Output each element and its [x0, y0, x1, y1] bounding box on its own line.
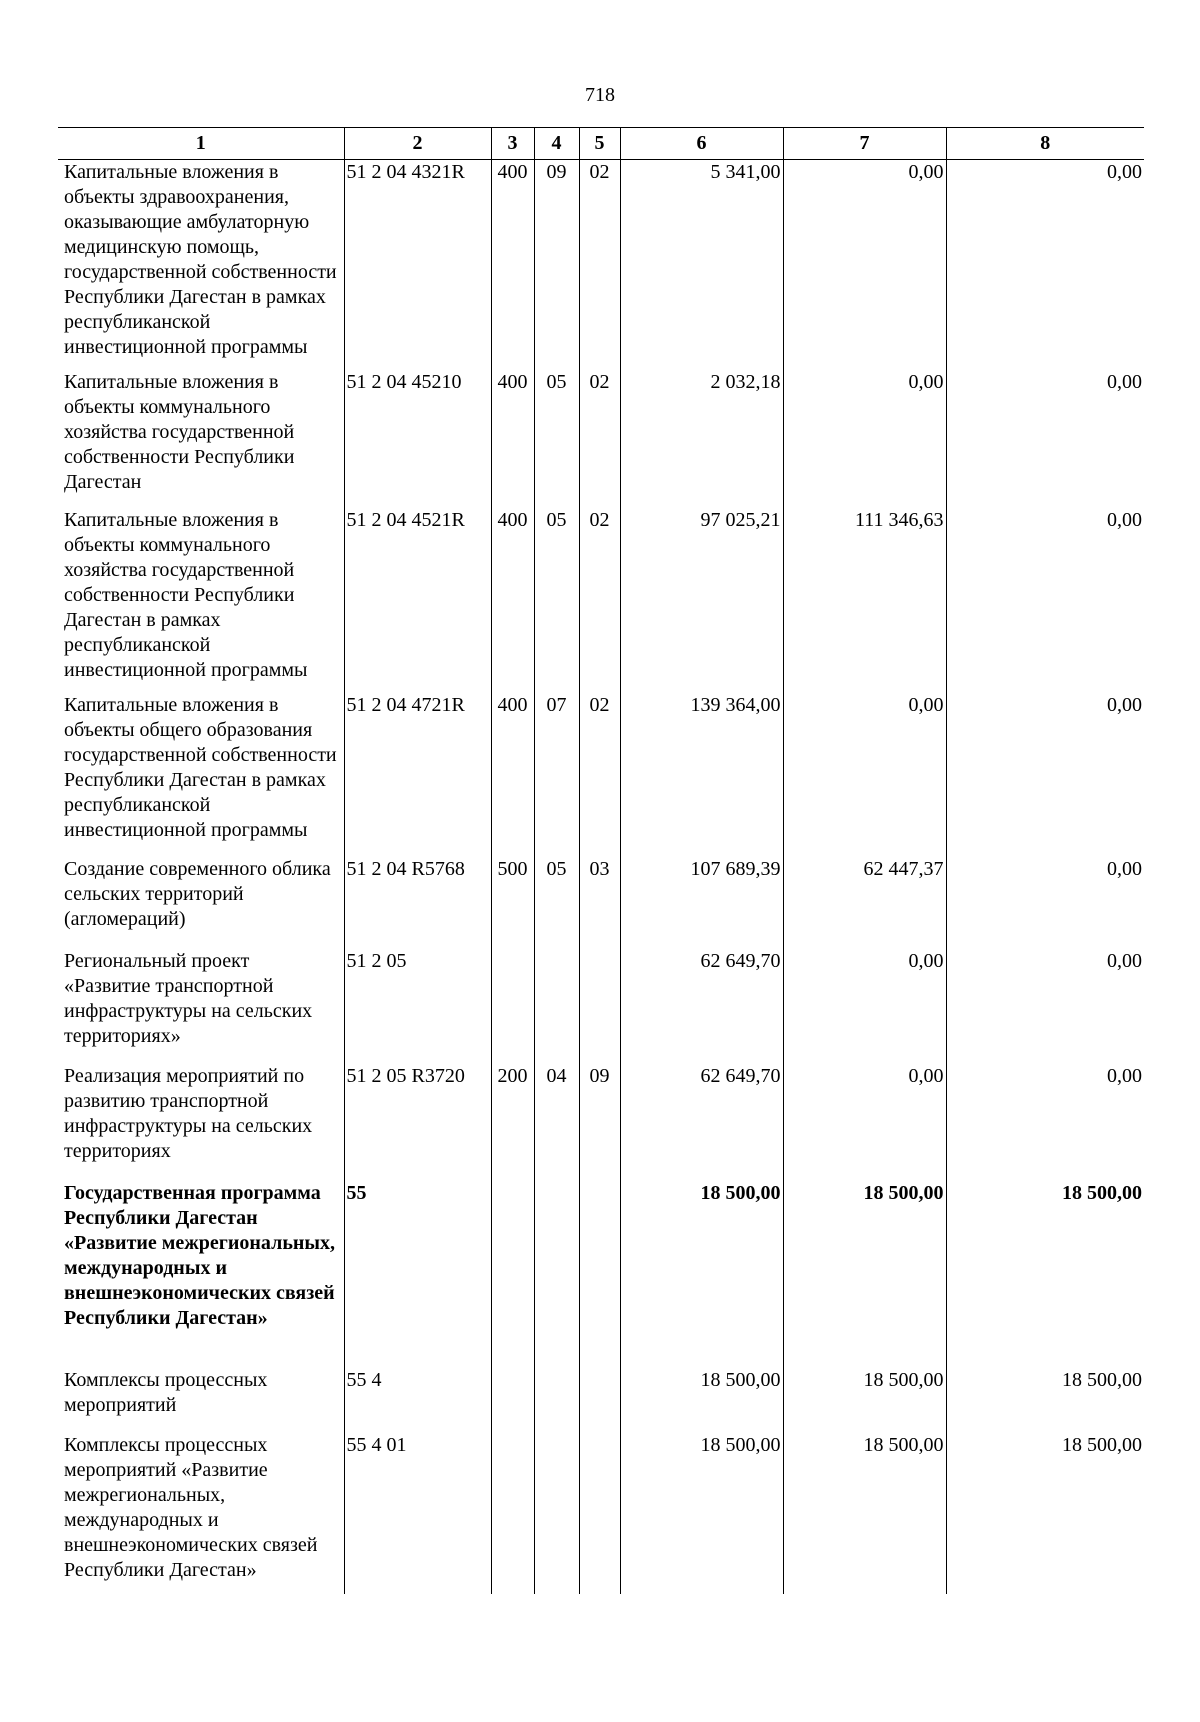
row-value-8: 0,00: [946, 370, 1144, 508]
row-value-7: 0,00: [783, 693, 946, 857]
row-value-8: 18 500,00: [946, 1433, 1144, 1594]
row-code: 55: [344, 1181, 491, 1368]
row-value-7: 0,00: [783, 949, 946, 1064]
row-col3: 400: [491, 370, 534, 508]
row-value-6: 97 025,21: [620, 508, 783, 693]
row-value-6: 107 689,39: [620, 857, 783, 949]
row-col3: [491, 949, 534, 1064]
row-col4: 05: [534, 508, 579, 693]
row-value-8: 0,00: [946, 949, 1144, 1064]
row-col5: [579, 1433, 620, 1594]
column-header: 6: [620, 128, 783, 160]
row-value-6: 62 649,70: [620, 949, 783, 1064]
row-code: 51 2 04 4521R: [344, 508, 491, 693]
row-col5: [579, 1181, 620, 1368]
table-row: [58, 1181, 1144, 1368]
row-value-6: 2 032,18: [620, 370, 783, 508]
row-col5: 02: [579, 508, 620, 693]
row-col4: 07: [534, 693, 579, 857]
row-col3: 200: [491, 1064, 534, 1181]
row-code: 51 2 04 45210: [344, 370, 491, 508]
row-code: 55 4: [344, 1368, 491, 1433]
column-header: 7: [783, 128, 946, 160]
row-col5: 09: [579, 1064, 620, 1181]
row-value-6: 18 500,00: [620, 1368, 783, 1433]
row-value-8: 18 500,00: [946, 1181, 1144, 1368]
row-value-6: 18 500,00: [620, 1433, 783, 1594]
table-row: [58, 949, 1144, 1064]
row-col4: 04: [534, 1064, 579, 1181]
row-col3: 400: [491, 160, 534, 370]
row-value-8: 0,00: [946, 508, 1144, 693]
row-col3: [491, 1368, 534, 1433]
row-name: Комплексы процессных мероприятий: [64, 1368, 268, 1416]
row-name: Капитальные вложения в объекты коммунального хозяйства государственной собственности Республики Дагестан: [64, 370, 295, 493]
row-col4: 05: [534, 370, 579, 508]
row-col5: 02: [579, 160, 620, 370]
table-row: [58, 857, 1144, 949]
table-row: [58, 1433, 1144, 1594]
row-name: Комплексы процессных мероприятий «Развитие межрегиональных, международных и внешнеэкономических связей Республики Дагестан»: [64, 1433, 318, 1581]
row-name: Капитальные вложения в объекты общего образования государственной собственности Республики Дагестан в рамках республиканской инвестиционной программы: [64, 693, 337, 841]
row-value-6: 62 649,70: [620, 1064, 783, 1181]
row-col4: [534, 949, 579, 1064]
row-col5: [579, 1368, 620, 1433]
row-col4: [534, 1368, 579, 1433]
table-row: [58, 1368, 1144, 1433]
row-code: 51 2 05: [344, 949, 491, 1064]
row-col3: [491, 1433, 534, 1594]
table-row: [58, 370, 1144, 508]
row-code: 51 2 05 R3720: [344, 1064, 491, 1181]
column-header: 4: [534, 128, 579, 160]
budget-table: [58, 127, 1144, 1594]
row-code: 51 2 04 R5768: [344, 857, 491, 949]
row-col5: [579, 949, 620, 1064]
row-value-7: 18 500,00: [783, 1368, 946, 1433]
row-value-8: 0,00: [946, 1064, 1144, 1181]
row-code: 51 2 04 4721R: [344, 693, 491, 857]
column-header: 1: [58, 128, 344, 160]
row-code: 55 4 01: [344, 1433, 491, 1594]
table-row: [58, 160, 1144, 370]
row-value-7: 18 500,00: [783, 1433, 946, 1594]
row-col3: 500: [491, 857, 534, 949]
row-value-8: 0,00: [946, 160, 1144, 370]
row-col5: 03: [579, 857, 620, 949]
row-col4: [534, 1181, 579, 1368]
row-value-8: 18 500,00: [946, 1368, 1144, 1433]
row-col5: 02: [579, 370, 620, 508]
row-col4: 09: [534, 160, 579, 370]
row-name: Создание современного облика сельских территорий (агломераций): [64, 857, 331, 930]
row-name: Реализация мероприятий по развитию транспортной инфраструктуры на сельских территориях: [64, 1064, 313, 1162]
row-value-8: 0,00: [946, 857, 1144, 949]
row-value-8: 0,00: [946, 693, 1144, 857]
row-value-7: 111 346,63: [783, 508, 946, 693]
row-col4: [534, 1433, 579, 1594]
table-row: [58, 508, 1144, 693]
row-value-7: 62 447,37: [783, 857, 946, 949]
row-value-7: 0,00: [783, 370, 946, 508]
table-row: [58, 693, 1144, 857]
row-code: 51 2 04 4321R: [344, 160, 491, 370]
column-header: 5: [579, 128, 620, 160]
table-header-row: [58, 128, 1144, 160]
column-header: 3: [491, 128, 534, 160]
row-name: Региональный проект «Развитие транспортной инфраструктуры на сельских территориях»: [64, 949, 313, 1047]
row-name: Капитальные вложения в объекты коммунального хозяйства государственной собственности Республики Дагестан в рамках республиканской инвестиционной программы: [64, 508, 308, 681]
column-header: 2: [344, 128, 491, 160]
row-value-7: 0,00: [783, 1064, 946, 1181]
row-value-7: 18 500,00: [783, 1181, 946, 1368]
row-col5: 02: [579, 693, 620, 857]
page-number: 718: [585, 84, 615, 106]
row-name: Капитальные вложения в объекты здравоохранения, оказывающие амбулаторную медицинскую помощь, государственной собственности Республики Дагестан в рамках республиканской инвестиционной программы: [64, 161, 337, 358]
table-row: [58, 1064, 1144, 1181]
row-col4: 05: [534, 857, 579, 949]
row-col3: [491, 1181, 534, 1368]
column-header: 8: [946, 128, 1144, 160]
row-value-7: 0,00: [783, 160, 946, 370]
row-value-6: 5 341,00: [620, 160, 783, 370]
row-value-6: 18 500,00: [620, 1181, 783, 1368]
row-col3: 400: [491, 693, 534, 857]
row-col3: 400: [491, 508, 534, 693]
row-name: Государственная программа Республики Дагестан «Развитие межрегиональных, международных и внешнеэкономических связей Республики Дагестан»: [64, 1181, 336, 1329]
table-body: [58, 160, 1144, 1594]
row-value-6: 139 364,00: [620, 693, 783, 857]
